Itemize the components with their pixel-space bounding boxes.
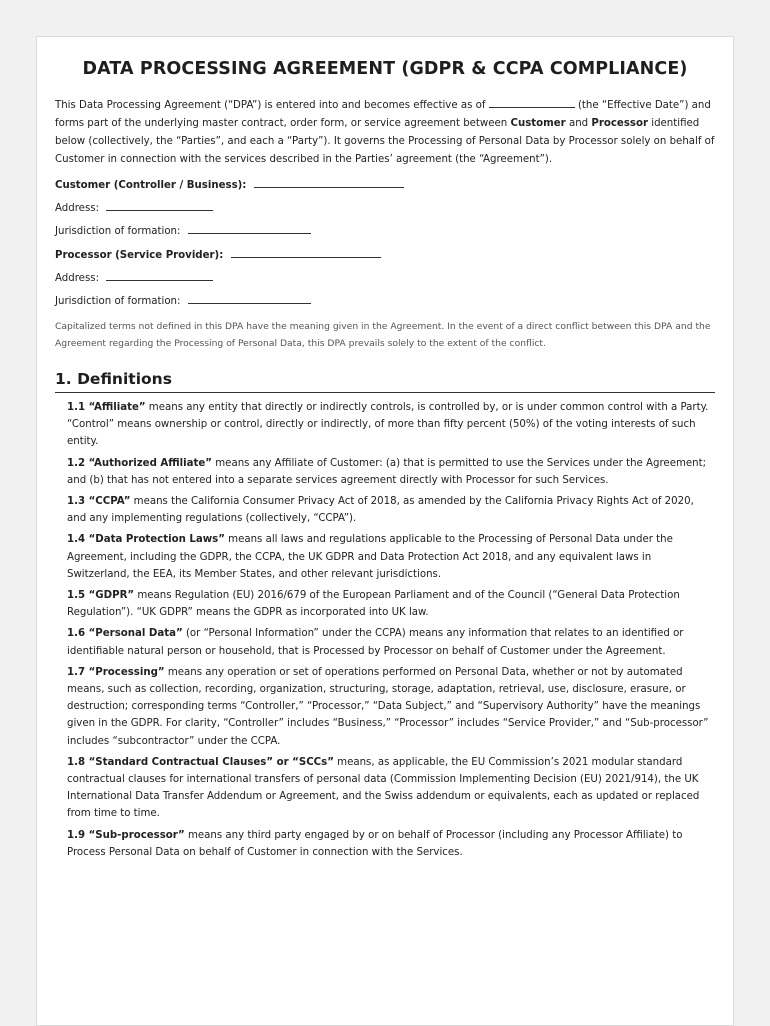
customer-jurisdiction-label: Jurisdiction of formation:	[55, 226, 181, 237]
document-title: DATA PROCESSING AGREEMENT (GDPR & CCPA COMPLIANCE)	[82, 59, 688, 79]
definition-term: 1.4 “Data Protection Laws”	[67, 534, 225, 546]
definition-text: means Regulation (EU) 2016/679 of the European Parliament and of the Council (“General Data Protection Regulation”). “UK GDPR” means the GDPR as incorporated into UK law.	[67, 590, 680, 619]
intro-text-1: This Data Processing Agreement (“DPA”) is entered into and becomes effective as of	[55, 100, 486, 111]
processor-heading: Processor (Service Provider):	[55, 250, 224, 261]
definition-item	[67, 625, 715, 659]
definition-item	[67, 664, 715, 750]
customer-address-label: Address:	[55, 203, 100, 214]
customer-heading-row	[55, 177, 715, 193]
capitalized-terms-note: Capitalized terms not defined in this DPA have the meaning given in the Agreement. In the event of a direct conflict between this DPA and the Agreement regarding the Processing of Personal Data, this DPA prevails solely to the extent of the conflict.	[55, 321, 711, 349]
definition-term: 1.8 “Standard Contractual Clauses” or “SCCs”	[67, 756, 334, 768]
processor-address-field[interactable]	[106, 270, 213, 281]
processor-jurisdiction-row	[55, 293, 715, 309]
processor-heading-row	[55, 247, 715, 263]
definition-term: 1.2 “Authorized Affiliate”	[67, 457, 213, 469]
definition-text: (or “Personal Information” under the CCPA) means any information that relates to an identified or identifiable natural person or household, that is Processed by Processor on behalf of Customer under the Agreement.	[67, 628, 684, 657]
definition-text: means all laws and regulations applicable to the Processing of Personal Data under the Agreement, including the GDPR, the CCPA, the UK GDPR and Data Protection Act 2018, and any equivalent laws in Switzerland, the EEA, its Member States, and other relevant jurisdictions.	[67, 534, 673, 580]
definition-text: means any operation or set of operations performed on Personal Data, whether or not by automated means, such as collection, recording, organization, structuring, storage, adaptation, retrieval, use, disclosure, erasure, or destruction; corresponding terms “Controller,” “Processor,” “Data Subject,” and “Supervisory Authority” have the meanings given in the GDPR. For clarity, “Controller” includes “Business,” “Processor” includes “Service Provider,” and “Sub-processor” includes “subcontractor” under the CCPA.	[67, 666, 709, 747]
definition-item	[67, 493, 715, 527]
definition-term: 1.9 “Sub-processor”	[67, 829, 185, 841]
customer-jurisdiction-field[interactable]	[188, 223, 311, 234]
definition-text: means any entity that directly or indirectly controls, is controlled by, or is under common control with a Party. “Control” means ownership or control, directly or indirectly, of more than fifty percent (50%) of the voting interests of such entity.	[67, 402, 709, 448]
customer-jurisdiction-row	[55, 223, 715, 239]
effective-date-field[interactable]	[489, 97, 575, 108]
section-definitions-title: 1. Definitions	[55, 370, 715, 393]
definition-text: means any third party engaged by or on behalf of Processor (including any Processor Affiliate) to Process Personal Data on behalf of Customer in connection with the Services.	[67, 829, 683, 858]
definition-item	[67, 399, 715, 451]
intro-paragraph	[55, 97, 715, 169]
document-page	[36, 36, 734, 1026]
definition-item	[67, 827, 715, 861]
customer-address-field[interactable]	[106, 200, 213, 211]
processor-address-row	[55, 270, 715, 286]
processor-address-label: Address:	[55, 273, 100, 284]
intro-text-3: identified below (collectively, the “Parties”, and each a “Party”). It governs the Processing of Personal Data by Processor solely on behalf of Customer in connection with the services described in the Parties’ agreement (the “Agreement”).	[55, 118, 715, 165]
intro-text-2: (the “Effective Date”) and forms part of the underlying master contract, order form, or service agreement between	[55, 100, 711, 129]
processor-name-field[interactable]	[231, 247, 381, 258]
definition-term: 1.6 “Personal Data”	[67, 628, 183, 640]
customer-heading: Customer (Controller / Business):	[55, 180, 247, 191]
definition-item	[67, 754, 715, 823]
definition-text: means the California Consumer Privacy Act of 2018, as amended by the California Privacy Rights Act of 2020, and any implementing regulations (collectively, “CCPA”).	[67, 496, 694, 525]
definition-term: 1.3 “CCPA”	[67, 496, 131, 508]
definition-item	[67, 455, 715, 489]
customer-address-row	[55, 200, 715, 216]
definition-item	[67, 587, 715, 621]
definition-term: 1.5 “GDPR”	[67, 590, 135, 602]
definition-text: means, as applicable, the EU Commission’s 2021 modular standard contractual clauses for international transfers of personal data (Commission Implementing Decision (EU) 2021/914), the UK International Data Transfer Addendum or Agreement, and the Swiss addendum or equivalents, each as updated or replaced from time to time.	[67, 756, 700, 820]
processor-jurisdiction-label: Jurisdiction of formation:	[55, 296, 181, 307]
intro-customer: Customer	[510, 118, 566, 129]
definition-item	[67, 531, 715, 583]
intro-and: and	[568, 118, 589, 129]
processor-jurisdiction-field[interactable]	[188, 293, 311, 304]
definition-term: 1.7 “Processing”	[67, 666, 165, 678]
customer-name-field[interactable]	[254, 177, 404, 188]
definition-text: means any Affiliate of Customer: (a) that is permitted to use the Services under the Agreement; and (b) that has not entered into a separate services agreement directly with Processor for such Services.	[67, 457, 707, 486]
definitions-list	[67, 399, 715, 861]
intro-processor: Processor	[591, 118, 648, 129]
definition-term: 1.1 “Affiliate”	[67, 402, 146, 413]
